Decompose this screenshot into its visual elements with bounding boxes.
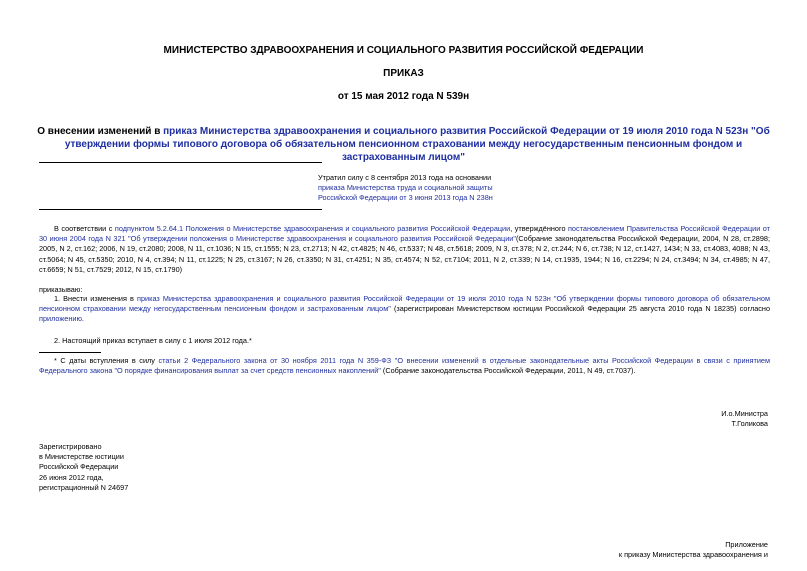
signature-block: [600, 409, 768, 429]
preamble-text-3: (Собрание законодательства Российской Федерации, 2004, N 28, ст.2898; 2005, N 2, ст.162; 2006, N 19, ст.2080; 2008, N 11, ст.1036; N 15, ст.1555; N 23, ст.2713; N 42, ст.4825; N 46, ст.5337; N 48, ст.5618; 2009, N 3, ст.378; N 2, ст.244; N 6, ст.738; N 12, ст.1427, 1434; N 33, ст.4083, 4088; N 43, ст.5064; N 45, ст.5350; 2010, N 4, ст.394; N 11, ст.1225; N 25, ст.3167; N 26, ст.3350; N 31, ст.4251; N 35, ст.4574; N 52, ст.7104; 2011, N 2, ст.339; N 14, ст.1935, 1944; N 16, ст.2294; N 24, ст.3494; N 34, ст.4985; N 47, ст.6659; N 51, ст.7529; 2012, N 15, ст.1790): [39, 234, 770, 274]
item-1-text-2: (зарегистрирован Министерством юстиции Российской Федерации 25 августа 2010 года N 18235) согласно: [390, 304, 771, 314]
registration-line-4: 26 июня 2012 года,: [39, 472, 104, 482]
footnote-link[interactable]: статьи 2 Федерального закона от 30 ноября 2011 года N 359-ФЗ "О внесении изменений в отдельные законодательные акты Российской Федерации в связи с принятием Федерального закона "О порядке финансирования выплат за счет средств пенсионных накоплений": [39, 356, 770, 376]
preamble-paragraph: [39, 224, 770, 275]
appendix-line-2: к приказу Министерства здравоохранения и: [618, 550, 768, 560]
title-link[interactable]: приказ Министерства здравоохранения и социального развития Российской Федерации от 19 июля 2010 года N 523н "Об утверждении формы типового договора об обязательном пенсионном страховании между негосударственным пенсионным фондом и застрахованным лицом": [64, 126, 770, 163]
signature-position: И.о.Министра: [721, 409, 768, 418]
item-2-paragraph: 2. Настоящий приказ вступает в силу с 1 июля 2012 года.*: [54, 336, 252, 345]
divider-top: [39, 162, 322, 163]
registration-line-1: Зарегистрировано: [39, 442, 102, 451]
appendix-block: [560, 540, 768, 560]
doc-type-heading: ПРИКАЗ: [383, 68, 424, 79]
preamble-text-1: В соответствии с: [54, 224, 115, 233]
footnote-paragraph: [39, 356, 770, 376]
registration-line-2: в Министерстве юстиции: [39, 452, 124, 462]
preamble-text-2: , утверждённого: [510, 224, 568, 233]
document-title: [30, 125, 777, 164]
status-note-link-2[interactable]: Российской Федерации от 3 июня 2013 года N 238н: [318, 193, 493, 203]
footnote-divider: [39, 352, 101, 353]
status-note-link-1[interactable]: приказа Министерства труда и социальной защиты: [318, 183, 493, 193]
preamble-link-2[interactable]: постановлением Правительства Российской Федерации от 30 июня 2004 года N 321 "Об утверждении положения о Министерстве здравоохранения и социального развития Российской Федерации": [39, 224, 771, 244]
ministry-heading: МИНИСТЕРСТВО ЗДРАВООХРАНЕНИЯ И СОЦИАЛЬНОГО РАЗВИТИЯ РОССИЙСКОЙ ФЕДЕРАЦИИ: [163, 45, 644, 56]
status-note-text: Утратил силу с 8 сентября 2013 года на основании: [318, 173, 492, 182]
registration-block: [39, 442, 128, 493]
registration-line-3: Российской Федерации: [39, 462, 119, 472]
footnote-text-1: * С даты вступления в силу: [54, 356, 159, 365]
item-1-link-appendix[interactable]: приложению: [39, 314, 82, 324]
status-note: [318, 173, 618, 204]
item-1-text-3: .: [81, 314, 84, 324]
preamble-link-1[interactable]: подпунктом 5.2.64.1 Положения о Министерстве здравоохранения и социального развития Российской Федерации: [114, 224, 511, 233]
footnote-text-2: (Собрание законодательства Российской Федерации, 2011, N 49, ст.7037).: [380, 366, 636, 376]
item-1-text-1: 1. Внести изменения в: [54, 294, 138, 303]
order-word: приказываю:: [39, 285, 83, 294]
registration-line-5: регистрационный N 24697: [39, 482, 129, 492]
item-1-paragraph: [39, 294, 770, 325]
item-1-link-1[interactable]: приказ Министерства здравоохранения и социального развития Российской Федерации от 19 июля 2010 года N 523н "Об утверждении формы типового договора об обязательном пенсионном страховании между негосударственным пенсионным фондом и застрахованным лицом": [39, 294, 770, 314]
title-prefix: О внесении изменений в: [37, 126, 164, 137]
doc-date-heading: от 15 мая 2012 года N 539н: [337, 91, 470, 102]
signature-name: Т.Голикова: [731, 419, 768, 429]
divider-bottom: [39, 209, 322, 210]
appendix-line-1: Приложение: [725, 540, 768, 549]
